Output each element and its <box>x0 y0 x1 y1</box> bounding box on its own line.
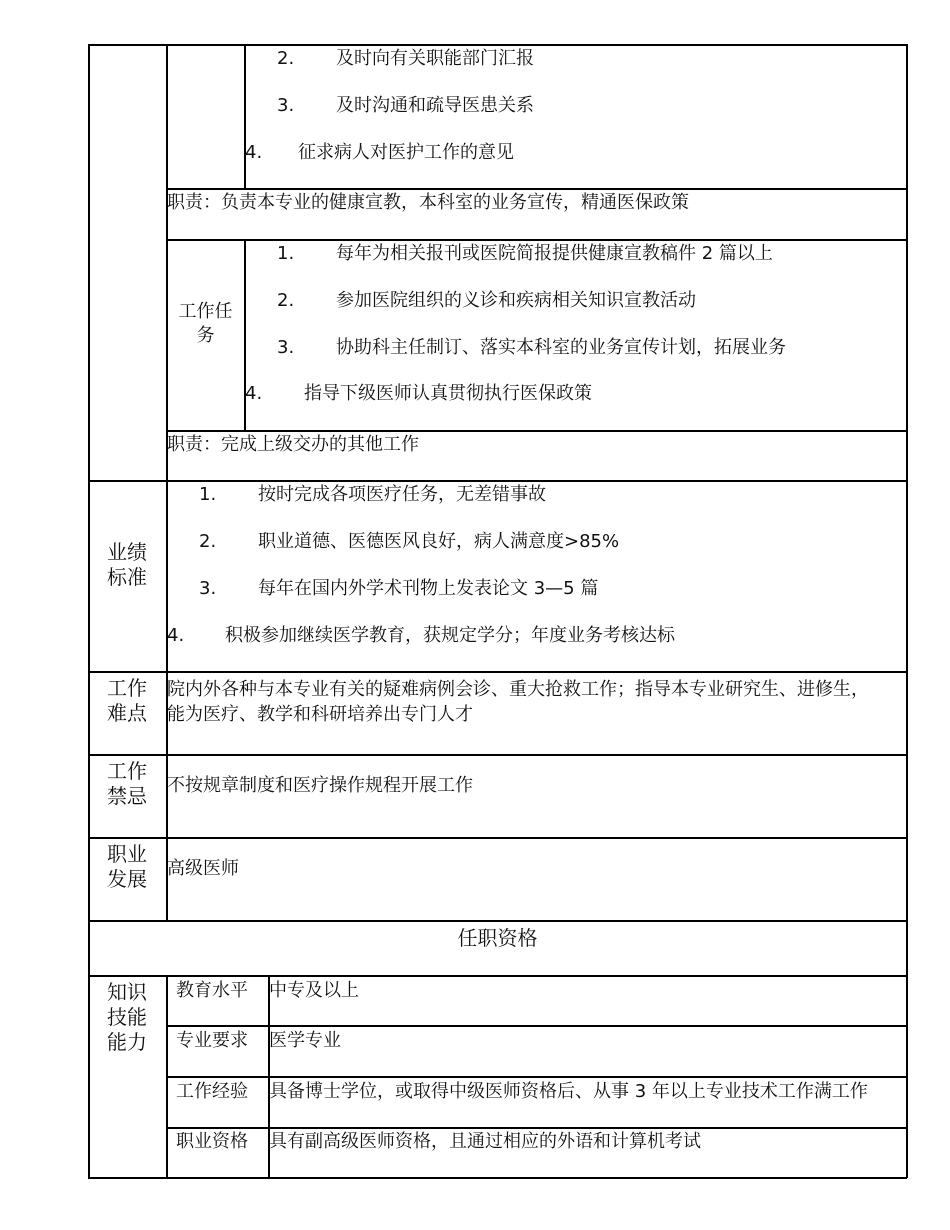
list-item-number: 4. <box>245 383 263 404</box>
list-item: 协助科主任制订、落实本科室的业务宣传计划，拓展业务 <box>336 337 786 358</box>
task-label: 工作任 务 <box>178 301 233 346</box>
list-item: 每年在国内外学术刊物上发表论文 3—5 篇 <box>258 578 599 599</box>
list-item-number: 3. <box>277 337 295 358</box>
prohibition-text: 不按规章制度和医疗操作规程开展工作 <box>167 775 473 796</box>
list-item: 指导下级医师认真贯彻执行医保政策 <box>304 383 592 404</box>
list-item: 及时沟通和疏导医患关系 <box>336 95 534 116</box>
list-item-number: 2. <box>277 48 295 69</box>
difficulty-text-line2: 能为医疗、教学和科研培养出专门人才 <box>167 704 473 725</box>
list-item: 每年为相关报刊或医院简报提供健康宣教稿件 2 篇以上 <box>336 243 773 264</box>
list-item: 参加医院组织的义诊和疾病相关知识宣教活动 <box>336 290 696 311</box>
career-text: 高级医师 <box>167 858 239 879</box>
qualification-key: 工作经验 <box>176 1081 248 1102</box>
responsibility-heading: 职责：完成上级交办的其他工作 <box>167 434 419 455</box>
qualification-value: 具备博士学位，或取得中级医师资格后、从事 3 年以上专业技术工作满工作 <box>269 1081 868 1102</box>
qualification-value: 医学专业 <box>269 1030 341 1051</box>
list-item-number: 4. <box>245 142 263 163</box>
list-item: 积极参加继续医学教育，获规定学分；年度业务考核达标 <box>225 625 675 646</box>
qualification-title: 任职资格 <box>457 926 538 950</box>
knowledge-skill-label: 知识 技能 能力 <box>107 980 147 1054</box>
list-item: 征求病人对医护工作的意见 <box>298 142 514 163</box>
prohibition-label: 工作 禁忌 <box>107 759 147 808</box>
qualification-key: 教育水平 <box>176 980 248 1001</box>
list-item: 及时向有关职能部门汇报 <box>336 48 534 69</box>
qualification-key: 职业资格 <box>176 1131 248 1152</box>
list-item-number: 4. <box>167 625 185 646</box>
list-item-number: 3. <box>277 95 295 116</box>
performance-label: 业绩 标准 <box>107 540 147 589</box>
qualification-value: 具有副高级医师资格，且通过相应的外语和计算机考试 <box>269 1131 701 1152</box>
list-item: 按时完成各项医疗任务，无差错事故 <box>258 484 546 505</box>
list-item: 职业道德、医德医风良好，病人满意度>85% <box>258 531 620 552</box>
career-label: 职业 发展 <box>107 842 147 891</box>
list-item-number: 2. <box>277 290 295 311</box>
difficulty-text-line1: 院内外各种与本专业有关的疑难病例会诊、重大抢救工作；指导本专业研究生、进修生， <box>167 679 869 700</box>
list-item-number: 1. <box>199 484 217 505</box>
list-item-number: 1. <box>277 243 295 264</box>
responsibility-heading: 职责：负责本专业的健康宣教，本科室的业务宣传，精通医保政策 <box>167 192 689 213</box>
difficulty-label: 工作 难点 <box>107 676 147 725</box>
list-item-number: 3. <box>199 578 217 599</box>
qualification-key: 专业要求 <box>176 1030 248 1051</box>
qualification-value: 中专及以上 <box>269 980 359 1001</box>
list-item-number: 2. <box>199 531 217 552</box>
